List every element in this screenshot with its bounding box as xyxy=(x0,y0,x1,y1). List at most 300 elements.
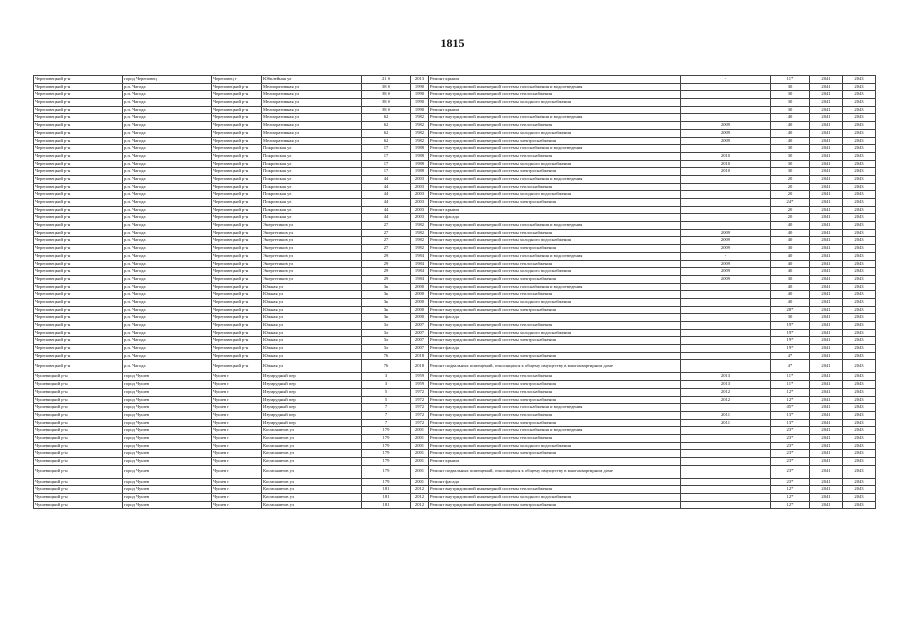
municipality-cell: Череповецкий р-н xyxy=(212,329,262,337)
last-repair-cell xyxy=(681,501,771,509)
house-cell: 181 xyxy=(362,494,411,502)
table-row xyxy=(34,245,876,253)
table-row xyxy=(34,129,876,137)
house-cell: 3л xyxy=(362,337,411,345)
last-repair-cell xyxy=(681,486,771,494)
street-cell: Изумрудный пер xyxy=(262,373,362,381)
wear-cell: 30 xyxy=(771,314,810,322)
house-cell: 7 xyxy=(362,411,411,419)
house-cell: 29 xyxy=(362,268,411,276)
settlement-cell: р.п. Чагода xyxy=(123,152,212,160)
municipality-cell: Чушев г xyxy=(212,396,262,404)
settlement-cell: р.п. Чагода xyxy=(123,283,212,291)
work-type-cell: Ремонт внутридомовой инженерной системы теплоснабжения xyxy=(429,434,681,442)
wear-cell: 30 xyxy=(771,245,810,253)
year-cell: 2001 xyxy=(411,427,429,435)
settlement-cell: р.п. Чагода xyxy=(123,360,212,373)
table-row xyxy=(34,283,876,291)
end-year-cell: 2043 xyxy=(843,245,876,253)
start-year-cell: 2041 xyxy=(810,106,843,114)
settlement-cell: город Чушев xyxy=(123,419,212,427)
last-repair-cell xyxy=(681,360,771,373)
wear-cell: 30 xyxy=(771,145,810,153)
house-cell: 27 xyxy=(362,237,411,245)
municipality-cell: Череповецкий р-н xyxy=(212,222,262,230)
street-cell: Космонавтов ул xyxy=(262,478,362,486)
wear-cell: 40 xyxy=(771,114,810,122)
settlement-cell: город Чушев xyxy=(123,494,212,502)
street-cell: Южная ул xyxy=(262,298,362,306)
house-cell: 21 б xyxy=(362,76,411,84)
district-cell: Чушевицкий р-н xyxy=(34,450,123,458)
district-cell: Череповецкий р-н xyxy=(34,237,123,245)
wear-cell: 11* xyxy=(771,373,810,381)
settlement-cell: р.п. Чагода xyxy=(123,352,212,360)
street-cell: Покровская ул xyxy=(262,152,362,160)
municipality-cell: Чушев г xyxy=(212,373,262,381)
district-cell: Череповецкий р-н xyxy=(34,199,123,207)
house-cell: 3л xyxy=(362,329,411,337)
house-cell: 5 xyxy=(362,388,411,396)
work-type-cell: Ремонт внутридомовой инженерной системы электроснабжения xyxy=(429,245,681,253)
start-year-cell: 2041 xyxy=(810,404,843,412)
wear-cell: 20 xyxy=(771,175,810,183)
district-cell: Череповецкий р-н xyxy=(34,252,123,260)
start-year-cell: 2041 xyxy=(810,245,843,253)
end-year-cell: 2043 xyxy=(843,458,876,466)
wear-cell: 30 xyxy=(771,160,810,168)
table-row xyxy=(34,83,876,91)
wear-cell: 30 xyxy=(771,168,810,176)
wear-cell: 40 xyxy=(771,129,810,137)
wear-cell: 30 xyxy=(771,99,810,107)
house-cell: 44 xyxy=(362,199,411,207)
end-year-cell: 2043 xyxy=(843,291,876,299)
work-type-cell: Ремонт внутридомовой инженерной системы электроснабжения xyxy=(429,396,681,404)
end-year-cell: 2043 xyxy=(843,345,876,353)
end-year-cell: 2043 xyxy=(843,237,876,245)
municipality-cell: Череповецкий р-н xyxy=(212,229,262,237)
house-cell: 5 xyxy=(362,396,411,404)
wear-cell: 23* xyxy=(771,442,810,450)
house-cell: 44 xyxy=(362,183,411,191)
district-cell: Череповецкий р-н xyxy=(34,106,123,114)
house-cell: 179 xyxy=(362,478,411,486)
municipality-cell: Череповецкий р-н xyxy=(212,152,262,160)
end-year-cell: 2043 xyxy=(843,222,876,230)
table-row xyxy=(34,114,876,122)
table-row xyxy=(34,168,876,176)
house-cell: 29 xyxy=(362,252,411,260)
year-cell: 2001 xyxy=(411,478,429,486)
start-year-cell: 2041 xyxy=(810,175,843,183)
street-cell: Мелиоративная ул xyxy=(262,106,362,114)
settlement-cell: город Череповец xyxy=(123,76,212,84)
table-row xyxy=(34,373,876,381)
district-cell: Череповецкий р-н xyxy=(34,222,123,230)
wear-cell: 24* xyxy=(771,199,810,207)
table-row xyxy=(34,465,876,478)
street-cell: Южная ул xyxy=(262,360,362,373)
district-cell: Череповецкий р-н xyxy=(34,152,123,160)
year-cell: 1959 xyxy=(411,381,429,389)
year-cell: 1982 xyxy=(411,237,429,245)
start-year-cell: 2041 xyxy=(810,275,843,283)
municipality-cell: Череповецкий р-н xyxy=(212,298,262,306)
municipality-cell: Череповецкий р-н xyxy=(212,114,262,122)
end-year-cell: 2043 xyxy=(843,76,876,84)
work-type-cell: Ремонт крыши xyxy=(429,76,681,84)
work-type-cell: Ремонт внутридомовой инженерной системы газоснабжения и водоотведения xyxy=(429,404,681,412)
start-year-cell: 2041 xyxy=(810,337,843,345)
settlement-cell: город Чушев xyxy=(123,388,212,396)
municipality-cell: Череповецкий р-н xyxy=(212,291,262,299)
end-year-cell: 2043 xyxy=(843,106,876,114)
last-repair-cell: 2012 xyxy=(681,388,771,396)
last-repair-cell xyxy=(681,478,771,486)
work-type-cell: Ремонт внутридомовой инженерной системы теплоснабжения xyxy=(429,486,681,494)
end-year-cell: 2043 xyxy=(843,465,876,478)
end-year-cell: 2043 xyxy=(843,91,876,99)
house-cell: 179 xyxy=(362,442,411,450)
house-cell: 38 б xyxy=(362,83,411,91)
municipality-cell: Чушев г xyxy=(212,442,262,450)
start-year-cell: 2041 xyxy=(810,486,843,494)
table-row xyxy=(34,91,876,99)
end-year-cell: 2043 xyxy=(843,314,876,322)
end-year-cell: 2043 xyxy=(843,175,876,183)
street-cell: Южная ул xyxy=(262,306,362,314)
municipality-cell: Чушев г xyxy=(212,478,262,486)
table-row xyxy=(34,76,876,84)
work-type-cell: Ремонт внутридомовой инженерной системы электроснабжения xyxy=(429,337,681,345)
house-cell: 181 xyxy=(362,501,411,509)
house-cell: 76 xyxy=(362,360,411,373)
work-type-cell: Ремонт внутридомовой инженерной системы электроснабжения xyxy=(429,137,681,145)
page-number: 1815 xyxy=(440,36,465,50)
settlement-cell: р.п. Чагода xyxy=(123,337,212,345)
municipality-cell: Череповец г xyxy=(212,76,262,84)
table-row xyxy=(34,206,876,214)
table-row xyxy=(34,314,876,322)
district-cell: Череповецкий р-н xyxy=(34,137,123,145)
table-row xyxy=(34,122,876,130)
table-row xyxy=(34,494,876,502)
table-row xyxy=(34,381,876,389)
last-repair-cell: 2009 xyxy=(681,129,771,137)
street-cell: Космонавтов ул xyxy=(262,465,362,478)
wear-cell: 19* xyxy=(771,329,810,337)
table-row xyxy=(34,396,876,404)
district-cell: Чушевицкий р-н xyxy=(34,442,123,450)
work-type-cell: Ремонт фасада xyxy=(429,214,681,222)
start-year-cell: 2041 xyxy=(810,152,843,160)
house-cell: 44 xyxy=(362,206,411,214)
last-repair-cell xyxy=(681,434,771,442)
work-type-cell: Ремонт внутридомовой инженерной системы теплоснабжения xyxy=(429,322,681,330)
settlement-cell: город Чушев xyxy=(123,411,212,419)
house-cell: 17 xyxy=(362,145,411,153)
table-row xyxy=(34,345,876,353)
district-cell: Череповецкий р-н xyxy=(34,175,123,183)
last-repair-cell xyxy=(681,404,771,412)
last-repair-cell xyxy=(681,175,771,183)
start-year-cell: 2041 xyxy=(810,214,843,222)
start-year-cell: 2041 xyxy=(810,329,843,337)
work-type-cell: Ремонт внутридомовой инженерной системы газоснабжения и водоотведения xyxy=(429,175,681,183)
house-cell: 27 xyxy=(362,222,411,230)
wear-cell: 40 xyxy=(771,260,810,268)
wear-cell: 40 xyxy=(771,229,810,237)
house-cell: 29 xyxy=(362,260,411,268)
street-cell: Юбилейная ул xyxy=(262,76,362,84)
end-year-cell: 2043 xyxy=(843,396,876,404)
table-row xyxy=(34,268,876,276)
table-row xyxy=(34,337,876,345)
year-cell: 2003 xyxy=(411,214,429,222)
settlement-cell: р.п. Чагода xyxy=(123,168,212,176)
start-year-cell: 2041 xyxy=(810,465,843,478)
table-row xyxy=(34,237,876,245)
settlement-cell: город Чушев xyxy=(123,465,212,478)
district-cell: Череповецкий р-н xyxy=(34,168,123,176)
year-cell: 2012 xyxy=(411,486,429,494)
settlement-cell: р.п. Чагода xyxy=(123,275,212,283)
municipality-cell: Череповецкий р-н xyxy=(212,206,262,214)
settlement-cell: р.п. Чагода xyxy=(123,99,212,107)
year-cell: 1990 xyxy=(411,106,429,114)
street-cell: Энергетиков ул xyxy=(262,275,362,283)
table-row xyxy=(34,229,876,237)
end-year-cell: 2043 xyxy=(843,411,876,419)
house-cell: 179 xyxy=(362,427,411,435)
work-type-cell: Ремонт внутридомовой инженерной системы холодного водоснабжения xyxy=(429,268,681,276)
year-cell: 1984 xyxy=(411,275,429,283)
street-cell: Покровская ул xyxy=(262,206,362,214)
house-cell: 29 xyxy=(362,275,411,283)
municipality-cell: Череповецкий р-н xyxy=(212,260,262,268)
district-cell: Череповецкий р-н xyxy=(34,145,123,153)
last-repair-cell xyxy=(681,494,771,502)
settlement-cell: р.п. Чагода xyxy=(123,229,212,237)
start-year-cell: 2041 xyxy=(810,291,843,299)
year-cell: 2001 xyxy=(411,458,429,466)
district-cell: Череповецкий р-н xyxy=(34,76,123,84)
work-type-cell: Ремонт внутридомовой инженерной системы холодного водоснабжения xyxy=(429,191,681,199)
street-cell: Космонавтов ул xyxy=(262,486,362,494)
district-cell: Череповецкий р-н xyxy=(34,214,123,222)
work-type-cell: Ремонт фасада xyxy=(429,345,681,353)
work-type-cell: Ремонт внутридомовой инженерной системы теплоснабжения xyxy=(429,411,681,419)
settlement-cell: р.п. Чагода xyxy=(123,160,212,168)
work-type-cell: Ремонт внутридомовой инженерной системы газоснабжения и водоотведения xyxy=(429,283,681,291)
end-year-cell: 2043 xyxy=(843,275,876,283)
end-year-cell: 2043 xyxy=(843,191,876,199)
house-cell: 44 xyxy=(362,214,411,222)
start-year-cell: 2041 xyxy=(810,222,843,230)
street-cell: Южная ул xyxy=(262,322,362,330)
street-cell: Мелиоративная ул xyxy=(262,99,362,107)
last-repair-cell xyxy=(681,298,771,306)
work-type-cell: Ремонт внутридомовой инженерной системы газоснабжения и водоотведения xyxy=(429,114,681,122)
table-row xyxy=(34,360,876,373)
district-cell: Чушевицкий р-н xyxy=(34,388,123,396)
work-type-cell: Ремонт крыши xyxy=(429,106,681,114)
start-year-cell: 2041 xyxy=(810,76,843,84)
end-year-cell: 2043 xyxy=(843,419,876,427)
last-repair-cell xyxy=(681,222,771,230)
house-cell: 62 xyxy=(362,122,411,130)
district-cell: Череповецкий р-н xyxy=(34,352,123,360)
settlement-cell: р.п. Чагода xyxy=(123,268,212,276)
settlement-cell: р.п. Чагода xyxy=(123,237,212,245)
municipality-cell: Чушев г xyxy=(212,486,262,494)
last-repair-cell xyxy=(681,427,771,435)
settlement-cell: р.п. Чагода xyxy=(123,137,212,145)
year-cell: 2007 xyxy=(411,322,429,330)
settlement-cell: р.п. Чагода xyxy=(123,145,212,153)
wear-cell: 20 xyxy=(771,191,810,199)
street-cell: Южная ул xyxy=(262,345,362,353)
street-cell: Мелиоративная ул xyxy=(262,114,362,122)
year-cell: 1988 xyxy=(411,145,429,153)
street-cell: Покровская ул xyxy=(262,183,362,191)
end-year-cell: 2043 xyxy=(843,329,876,337)
street-cell: Энергетиков ул xyxy=(262,245,362,253)
work-type-cell: Ремонт внутридомовой инженерной системы теплоснабжения xyxy=(429,229,681,237)
end-year-cell: 2043 xyxy=(843,122,876,130)
start-year-cell: 2041 xyxy=(810,229,843,237)
end-year-cell: 2043 xyxy=(843,352,876,360)
wear-cell: 40 xyxy=(771,252,810,260)
settlement-cell: город Чушев xyxy=(123,427,212,435)
wear-cell: 11* xyxy=(771,381,810,389)
year-cell: 2003 xyxy=(411,175,429,183)
start-year-cell: 2041 xyxy=(810,314,843,322)
wear-cell: 23* xyxy=(771,465,810,478)
street-cell: Покровская ул xyxy=(262,191,362,199)
house-cell: 62 xyxy=(362,129,411,137)
table-row xyxy=(34,388,876,396)
year-cell: 2003 xyxy=(411,206,429,214)
settlement-cell: р.п. Чагода xyxy=(123,191,212,199)
municipality-cell: Череповецкий р-н xyxy=(212,106,262,114)
municipality-cell: Чушев г xyxy=(212,427,262,435)
wear-cell: 30 xyxy=(771,106,810,114)
end-year-cell: 2043 xyxy=(843,434,876,442)
municipality-cell: Чушев г xyxy=(212,381,262,389)
year-cell: 2003 xyxy=(411,191,429,199)
start-year-cell: 2041 xyxy=(810,91,843,99)
district-cell: Чушевицкий р-н xyxy=(34,396,123,404)
table-row xyxy=(34,252,876,260)
end-year-cell: 2043 xyxy=(843,260,876,268)
house-cell: 27 xyxy=(362,245,411,253)
wear-cell: 4* xyxy=(771,360,810,373)
wear-cell: 23* xyxy=(771,450,810,458)
end-year-cell: 2043 xyxy=(843,183,876,191)
settlement-cell: р.п. Чагода xyxy=(123,122,212,130)
end-year-cell: 2043 xyxy=(843,501,876,509)
settlement-cell: город Чушев xyxy=(123,404,212,412)
work-type-cell: Ремонт внутридомовой инженерной системы газоснабжения и водоотведения xyxy=(429,427,681,435)
street-cell: Южная ул xyxy=(262,283,362,291)
wear-cell: 20 xyxy=(771,214,810,222)
year-cell: 2001 xyxy=(411,434,429,442)
start-year-cell: 2041 xyxy=(810,388,843,396)
table-row xyxy=(34,152,876,160)
settlement-cell: р.п. Чагода xyxy=(123,345,212,353)
street-cell: Космонавтов ул xyxy=(262,494,362,502)
start-year-cell: 2041 xyxy=(810,434,843,442)
settlement-cell: р.п. Чагода xyxy=(123,222,212,230)
wear-cell: 40 xyxy=(771,283,810,291)
work-type-cell: Ремонт фасада xyxy=(429,314,681,322)
house-cell: 62 xyxy=(362,137,411,145)
table-row xyxy=(34,291,876,299)
district-cell: Череповецкий р-н xyxy=(34,291,123,299)
street-cell: Космонавтов ул xyxy=(262,434,362,442)
end-year-cell: 2043 xyxy=(843,298,876,306)
table-row xyxy=(34,275,876,283)
last-repair-cell xyxy=(681,314,771,322)
municipality-cell: Череповецкий р-н xyxy=(212,83,262,91)
end-year-cell: 2043 xyxy=(843,373,876,381)
house-cell: 38 б xyxy=(362,106,411,114)
municipality-cell: Череповецкий р-н xyxy=(212,345,262,353)
district-cell: Череповецкий р-н xyxy=(34,260,123,268)
municipality-cell: Череповецкий р-н xyxy=(212,91,262,99)
last-repair-cell xyxy=(681,106,771,114)
street-cell: Южная ул xyxy=(262,337,362,345)
work-type-cell: Ремонт внутридомовой инженерной системы холодного водоснабжения xyxy=(429,329,681,337)
district-cell: Череповецкий р-н xyxy=(34,191,123,199)
settlement-cell: р.п. Чагода xyxy=(123,129,212,137)
start-year-cell: 2041 xyxy=(810,345,843,353)
work-type-cell: Ремонт внутридомовой инженерной системы теплоснабжения xyxy=(429,183,681,191)
start-year-cell: 2041 xyxy=(810,396,843,404)
street-cell: Мелиоративная ул xyxy=(262,137,362,145)
wear-cell: 40 xyxy=(771,122,810,130)
table-row xyxy=(34,106,876,114)
work-type-cell: Ремонт фасада xyxy=(429,478,681,486)
wear-cell: 19* xyxy=(771,337,810,345)
settlement-cell: р.п. Чагода xyxy=(123,260,212,268)
end-year-cell: 2043 xyxy=(843,450,876,458)
end-year-cell: 2043 xyxy=(843,160,876,168)
start-year-cell: 2041 xyxy=(810,122,843,130)
wear-cell: 40 xyxy=(771,298,810,306)
street-cell: Южная ул xyxy=(262,291,362,299)
settlement-cell: р.п. Чагода xyxy=(123,199,212,207)
start-year-cell: 2041 xyxy=(810,322,843,330)
year-cell: 1984 xyxy=(411,260,429,268)
table-row xyxy=(34,298,876,306)
year-cell: 1982 xyxy=(411,229,429,237)
year-cell: 2018 xyxy=(411,352,429,360)
end-year-cell: 2043 xyxy=(843,494,876,502)
wear-cell: 19* xyxy=(771,322,810,330)
district-cell: Чушевицкий р-н xyxy=(34,486,123,494)
street-cell: Энергетиков ул xyxy=(262,229,362,237)
settlement-cell: р.п. Чагода xyxy=(123,322,212,330)
house-cell: 7 xyxy=(362,404,411,412)
last-repair-cell xyxy=(681,345,771,353)
municipality-cell: Чушев г xyxy=(212,419,262,427)
end-year-cell: 2043 xyxy=(843,129,876,137)
district-cell: Череповецкий р-н xyxy=(34,298,123,306)
work-type-cell: Ремонт внутридомовой инженерной системы теплоснабжения xyxy=(429,91,681,99)
